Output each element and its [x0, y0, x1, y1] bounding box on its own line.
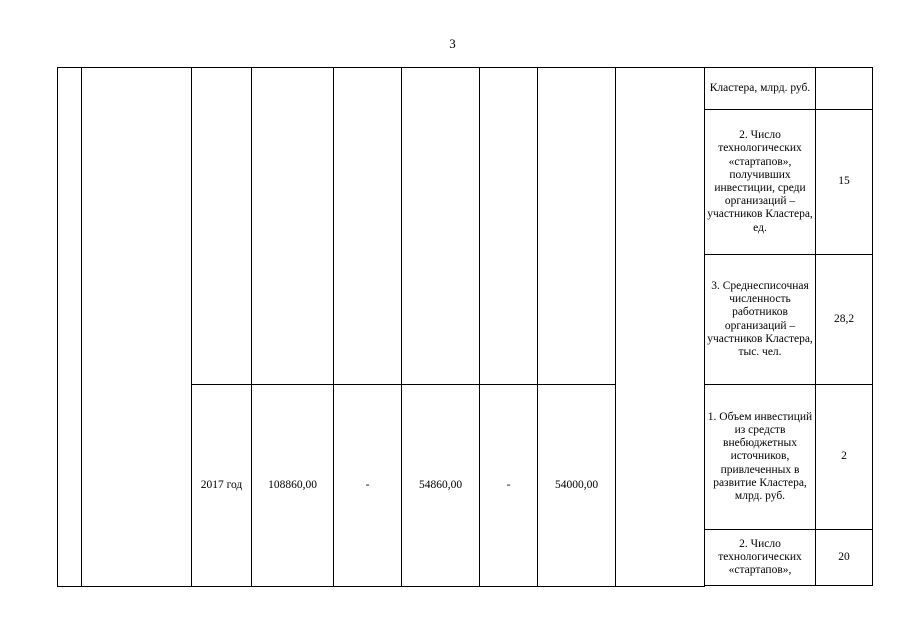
- value-cell: 2: [816, 385, 873, 530]
- amount-cell: 54860,00: [402, 385, 480, 587]
- empty-cell: [538, 68, 616, 385]
- empty-cell: [402, 68, 480, 385]
- value-cell: [816, 68, 873, 110]
- empty-cell: [480, 68, 538, 385]
- amount-cell: -: [480, 385, 538, 587]
- value-cell: 20: [816, 530, 873, 586]
- empty-cell: [616, 68, 705, 587]
- amount-cell: 54000,00: [538, 385, 616, 587]
- value-cell: 15: [816, 110, 873, 255]
- empty-cell: [252, 68, 334, 385]
- indicator-cell: 2. Число технологических «стартапов», получивших инвестиции, среди организаций – участников Кластера, ед.: [705, 110, 816, 255]
- empty-cell: [192, 68, 252, 385]
- empty-cell: [82, 68, 192, 587]
- indicator-cell: 2. Число технологических «стартапов»,: [705, 530, 816, 586]
- program-table: [57, 67, 873, 587]
- indicator-cell: 3. Среднесписочная численность работников организаций – участников Кластера, тыс. чел.: [705, 255, 816, 385]
- empty-cell: [334, 68, 402, 385]
- table-row: [58, 68, 873, 110]
- total-cell: 108860,00: [252, 385, 334, 587]
- indicator-cell: 1. Объем инвестиций из средств внебюджетных источников, привлеченных в развитие Кластера, млрд. руб.: [705, 385, 816, 530]
- value-cell: 28,2: [816, 255, 873, 385]
- year-cell: 2017 год: [192, 385, 252, 587]
- empty-cell: [58, 68, 82, 587]
- indicator-cell: Кластера, млрд. руб.: [705, 68, 816, 110]
- amount-cell: -: [334, 385, 402, 587]
- page-number: 3: [449, 36, 456, 51]
